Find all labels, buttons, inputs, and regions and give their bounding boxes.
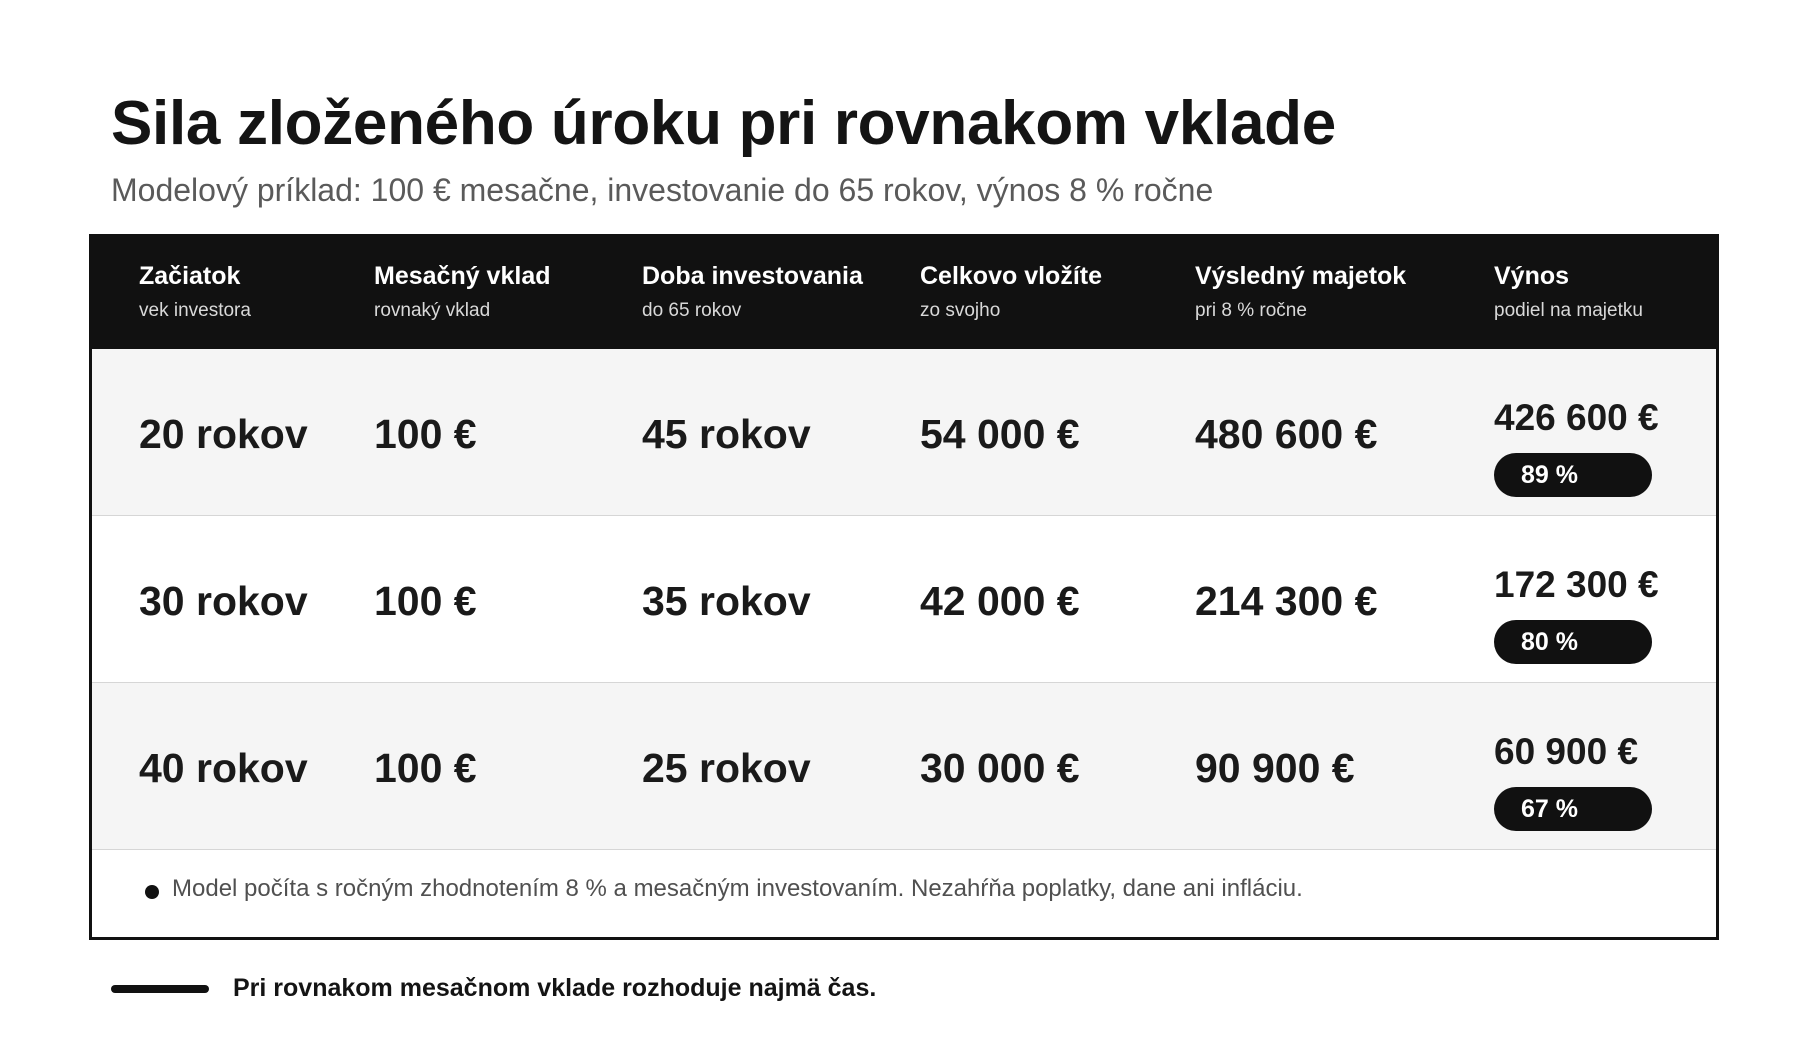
header-subtitle: pri 8 % ročne	[1195, 300, 1307, 321]
header-subtitle: podiel na majetku	[1494, 300, 1643, 321]
table-note	[92, 849, 1716, 937]
cell-result: 90 900 €	[1195, 745, 1355, 791]
cell-start: 40 rokov	[139, 745, 308, 791]
cell-duration: 25 rokov	[642, 745, 811, 791]
header-subtitle: do 65 rokov	[642, 300, 742, 321]
yield-share-badge: 67 %	[1494, 787, 1652, 831]
cell-duration: 35 rokov	[642, 578, 811, 624]
yield-share-badge: 80 %	[1494, 620, 1652, 664]
cell-invested: 30 000 €	[920, 745, 1080, 791]
cell-start: 30 rokov	[139, 578, 308, 624]
table-row	[92, 516, 1716, 683]
table-row	[92, 683, 1716, 850]
footer-takeaway: Pri rovnakom mesačnom vklade rozhoduje najmä čas.	[233, 974, 877, 1002]
comparison-table	[89, 234, 1719, 940]
header-subtitle: rovnaký vklad	[374, 300, 491, 321]
cell-monthly: 100 €	[374, 411, 477, 457]
header-subtitle: zo svojho	[920, 300, 1001, 321]
cell-result: 214 300 €	[1195, 578, 1378, 624]
accent-line	[111, 985, 209, 993]
header-title: Výsledný majetok	[1195, 262, 1407, 290]
header-title: Celkovo vložíte	[920, 262, 1102, 290]
page-title: Sila zloženého úroku pri rovnakom vklade	[111, 89, 1336, 158]
table-row	[92, 349, 1716, 516]
header-title: Doba investovania	[642, 262, 863, 290]
yield-share-badge: 89 %	[1494, 453, 1652, 497]
table-header	[92, 237, 1716, 349]
cell-yield: 426 600 €	[1494, 397, 1659, 438]
header-title: Výnos	[1494, 262, 1570, 290]
cell-monthly: 100 €	[374, 745, 477, 791]
cell-yield: 60 900 €	[1494, 731, 1639, 772]
cell-monthly: 100 €	[374, 578, 477, 624]
page-subtitle: Modelový príklad: 100 € mesačne, investovanie do 65 rokov, výnos 8 % ročne	[111, 172, 1214, 208]
cell-duration: 45 rokov	[642, 411, 811, 457]
cell-yield: 172 300 €	[1494, 564, 1659, 605]
cell-invested: 42 000 €	[920, 578, 1080, 624]
header-title: Začiatok	[139, 262, 241, 290]
cell-invested: 54 000 €	[920, 411, 1080, 457]
header-title: Mesačný vklad	[374, 262, 551, 290]
cell-result: 480 600 €	[1195, 411, 1378, 457]
header-subtitle: vek investora	[139, 300, 251, 321]
bullet-icon	[145, 885, 159, 899]
note-text: Model počíta s ročným zhodnotením 8 % a mesačným investovaním. Nezahŕňa poplatky, dane ani infláciu.	[172, 875, 1303, 902]
cell-start: 20 rokov	[139, 411, 308, 457]
